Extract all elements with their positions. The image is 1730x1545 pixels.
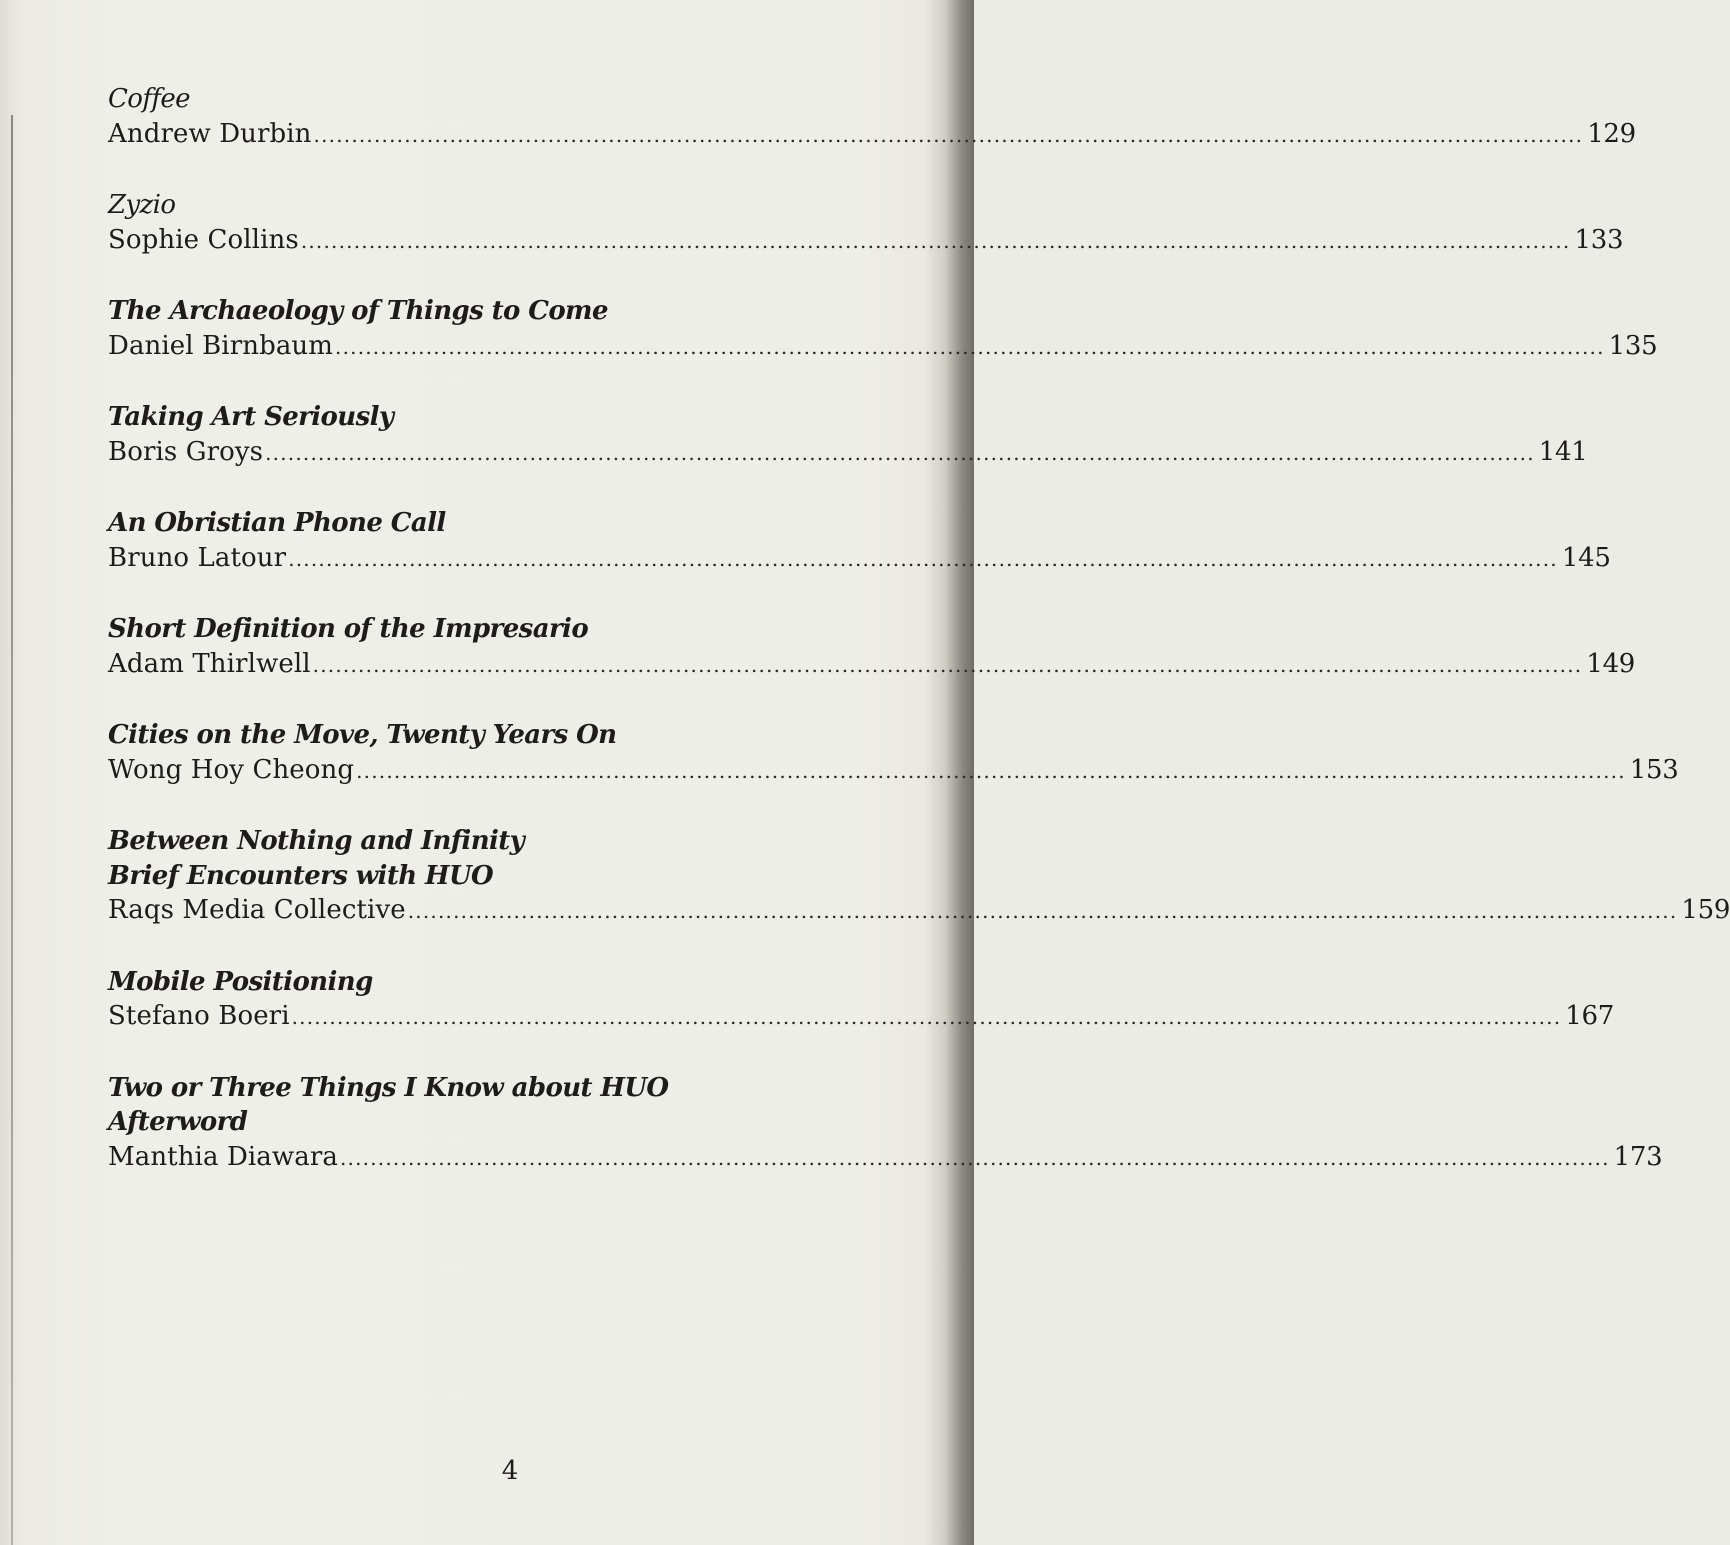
dot-leader: ........................................................................................................................................................................ <box>265 440 1535 465</box>
toc-entry <box>108 718 1679 788</box>
dot-leader: ........................................................................................................................................................................ <box>288 546 1558 571</box>
dot-leader: ........................................................................................................................................................................ <box>340 1145 1610 1170</box>
entry-page-number: 153 <box>1629 754 1679 785</box>
dot-leader: ........................................................................................................................................................................ <box>356 758 1626 783</box>
entry-subtitle: Afterword <box>108 1107 248 1137</box>
entry-line <box>108 893 1730 929</box>
entry-title: Taking Art Seriously <box>108 402 394 432</box>
toc-entry <box>108 82 1636 152</box>
gutter-edge <box>11 115 13 1545</box>
dot-leader: ........................................................................................................................................................................ <box>335 334 1605 359</box>
entry-page-number: 129 <box>1587 118 1636 149</box>
entry-author: Adam Thirlwell <box>108 648 311 679</box>
entry-title: Short Definition of the Impresario <box>108 614 589 644</box>
entry-title: Two or Three Things I Know about HUO <box>108 1072 669 1103</box>
entry-line <box>108 647 1636 683</box>
entry-page-number: 149 <box>1586 648 1636 679</box>
entry-author: Andrew Durbin <box>108 118 312 149</box>
dot-leader: ........................................................................................................................................................................ <box>312 652 1583 677</box>
entry-author: Wong Hoy Cheong <box>108 754 355 785</box>
entry-title: The Archaeology of Things to Come <box>108 296 608 326</box>
dot-leader: ........................................................................................................................................................................ <box>313 122 1584 147</box>
entry-author: Boris Groys <box>108 436 264 467</box>
entry-title: Cities on the Move, Twenty Years On <box>108 720 617 750</box>
entry-page-number: 159 <box>1681 895 1730 925</box>
entry-line <box>108 329 1658 365</box>
entry-title: Mobile Positioning <box>108 966 373 997</box>
toc-entry <box>108 188 1624 258</box>
entry-line <box>108 117 1636 153</box>
table-of-contents <box>108 82 1730 1211</box>
toc-entry <box>108 294 1658 364</box>
entry-title: Coffee <box>108 84 190 114</box>
entry-page-number: 135 <box>1608 330 1658 361</box>
entry-line <box>108 1140 1663 1176</box>
dot-leader: ........................................................................................................................................................................ <box>300 228 1571 253</box>
entry-line <box>108 223 1624 259</box>
entry-page-number: 145 <box>1561 542 1611 573</box>
entry-line <box>108 753 1679 789</box>
toc-entry <box>108 506 1611 576</box>
toc-entry <box>108 400 1588 470</box>
entry-subtitle: Brief Encounters with HUO <box>108 860 494 891</box>
entry-title: Between Nothing and Infinity <box>108 826 525 856</box>
toc-entry <box>108 965 1615 1035</box>
dot-leader: ........................................................................................................................................................................ <box>407 899 1678 923</box>
dot-leader: ........................................................................................................................................................................ <box>291 1005 1562 1029</box>
entry-author: Daniel Birnbaum <box>108 330 334 361</box>
entry-author: Sophie Collins <box>108 224 299 255</box>
entry-page-number: 173 <box>1613 1141 1663 1172</box>
entry-line <box>108 541 1611 577</box>
entry-page-number: 141 <box>1538 436 1588 467</box>
entry-author: Manthia Diawara <box>108 1141 338 1172</box>
entry-line <box>108 999 1615 1035</box>
entry-line <box>108 435 1588 471</box>
toc-entry <box>108 824 1730 929</box>
entry-page-number: 167 <box>1565 1001 1615 1031</box>
toc-entry <box>108 612 1636 682</box>
entry-page-number: 133 <box>1574 224 1624 255</box>
entry-title: Zyzio <box>108 190 176 220</box>
entry-author: Stefano Boeri <box>108 1001 290 1031</box>
entry-author: Raqs Media Collective <box>108 895 406 925</box>
entry-author: Bruno Latour <box>108 542 287 573</box>
entry-title: An Obristian Phone Call <box>108 508 446 538</box>
toc-entry <box>108 1071 1663 1176</box>
page-number: 4 <box>501 1456 519 1486</box>
